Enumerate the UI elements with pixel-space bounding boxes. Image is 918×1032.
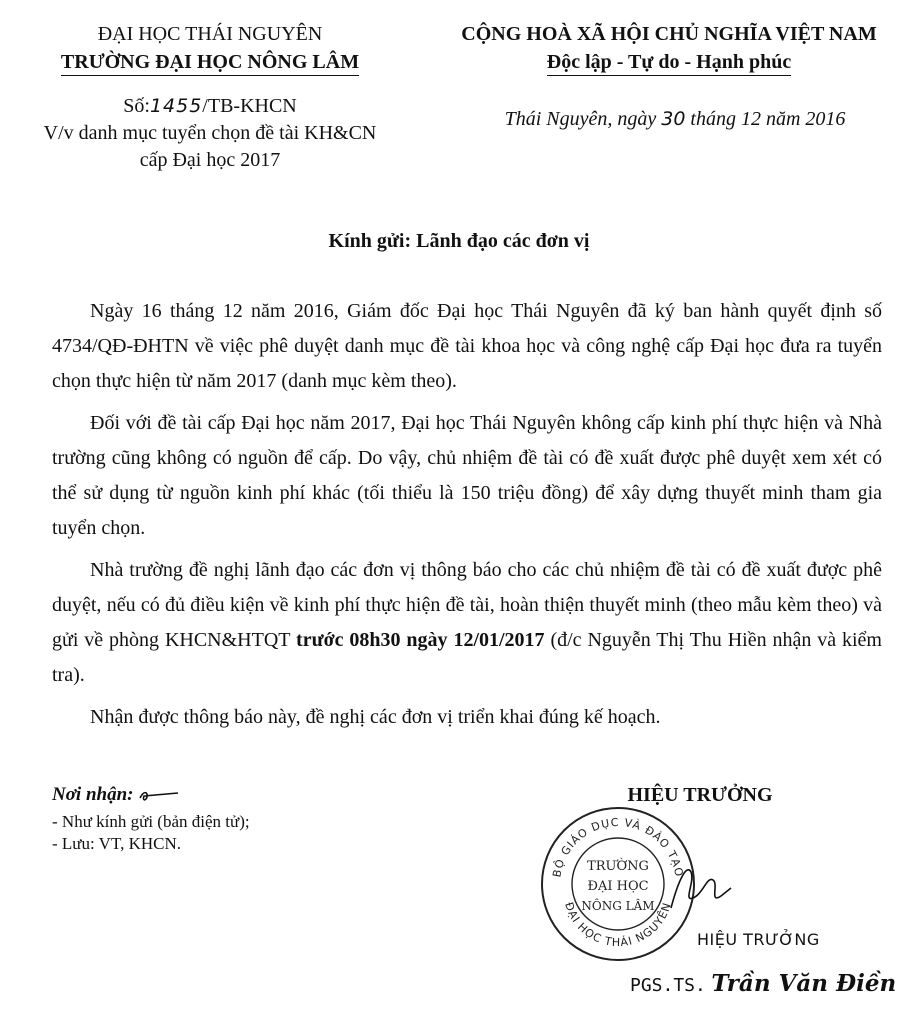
signer-degree: PGS.TS. — [630, 975, 706, 996]
national-header — [420, 20, 918, 76]
place-and-date — [440, 108, 910, 131]
paragraph-3 — [52, 553, 882, 693]
date-prefix: Thái Nguyên, ngày — [504, 108, 662, 130]
date-day-handwritten: 30 — [661, 108, 686, 130]
salutation: Kính gửi: Lãnh đạo các đơn vị — [328, 230, 590, 252]
organization-name: TRƯỜNG ĐẠI HỌC NÔNG LÂM — [61, 49, 359, 76]
signature-block — [550, 780, 900, 1020]
notice-body — [52, 294, 882, 742]
deadline: trước 08h30 ngày 12/01/2017 — [296, 629, 545, 651]
handwritten-mark-icon — [138, 788, 182, 804]
signer-title: HIỆU TRƯỞNG — [627, 784, 773, 806]
recipients-block — [52, 784, 412, 855]
signer-name: Trần Văn Điền — [711, 970, 897, 997]
paragraph-3-start: Nhà trường đề nghị lãnh đạo các đơn vị thông báo cho các chủ nhiệm đề tài có đề xuất được phê duyệt, nếu có đủ điều kiện về kinh phí thực hiện đề tài, hoàn thiện thuyết minh (theo mẫu kèm theo) và gửi về phòng KHCN&HTQT — [52, 559, 882, 651]
date-suffix: tháng 12 năm 2016 — [685, 108, 846, 130]
handwritten-signature — [665, 858, 735, 918]
recipient-item: - Lưu: VT, KHCN. — [52, 834, 181, 853]
issuer-header — [0, 20, 420, 174]
subject-line-2: cấp Đại học 2017 — [139, 149, 281, 171]
document-number-handwritten: 1455 — [149, 95, 203, 117]
recipients-title: Nơi nhận: — [52, 784, 134, 805]
seal-inner-line-2: ĐẠI HỌC — [587, 879, 649, 894]
paragraph-2: Đối với đề tài cấp Đại học năm 2017, Đại học Thái Nguyên không cấp kinh phí thực hiện và Nhà trường cũng không có nguồn để cấp. Do vậy, chủ nhiệm đề tài có đề xuất được phê duyệt xem xét có thể sử dụng từ nguồn kinh phí khác (tối thiểu là 150 triệu đồng) để xây dựng thuyết minh tham gia tuyển chọn. — [52, 412, 882, 539]
seal-bottom-text: ĐẠI HỌC THÁI NGUYÊN — [562, 900, 674, 950]
parent-organization: ĐẠI HỌC THÁI NGUYÊN — [97, 23, 323, 45]
seal-inner-line-1: TRƯỜNG — [587, 859, 649, 874]
document-number — [0, 92, 420, 120]
document-number-suffix: /TB-KHCN — [202, 95, 297, 117]
paragraph-3-end: (đ/c Nguyễn Thị Thu Hiền nhận và kiểm tra). — [52, 629, 882, 686]
stamped-title: HIỆU TRƯỞNG — [697, 930, 820, 949]
signer-name-line — [630, 970, 896, 997]
national-motto: Độc lập - Tự do - Hạnh phúc — [547, 49, 791, 76]
document-number-prefix: Số: — [123, 95, 150, 117]
seal-outer-text: BỘ GIÁO DỤC VÀ ĐÀO TẠO — [550, 815, 686, 879]
paragraph-4: Nhận được thông báo này, đề nghị các đơn vị triển khai đúng kế hoạch. — [90, 706, 661, 728]
seal-inner-line-3: NÔNG LÂM — [581, 899, 655, 913]
country-name: CỘNG HOÀ XÃ HỘI CHỦ NGHĨA VIỆT NAM — [461, 23, 877, 45]
recipient-item: - Như kính gửi (bản điện tử); — [52, 812, 250, 831]
subject-line-1: V/v danh mục tuyển chọn đề tài KH&CN — [43, 122, 377, 144]
paragraph-1: Ngày 16 tháng 12 năm 2016, Giám đốc Đại học Thái Nguyên đã ký ban hành quyết định số 4734/QĐ-ĐHTN về việc phê duyệt danh mục đề tài khoa học và công nghệ cấp Đại học đưa ra tuyển chọn thực hiện từ năm 2017 (danh mục kèm theo). — [52, 300, 882, 392]
